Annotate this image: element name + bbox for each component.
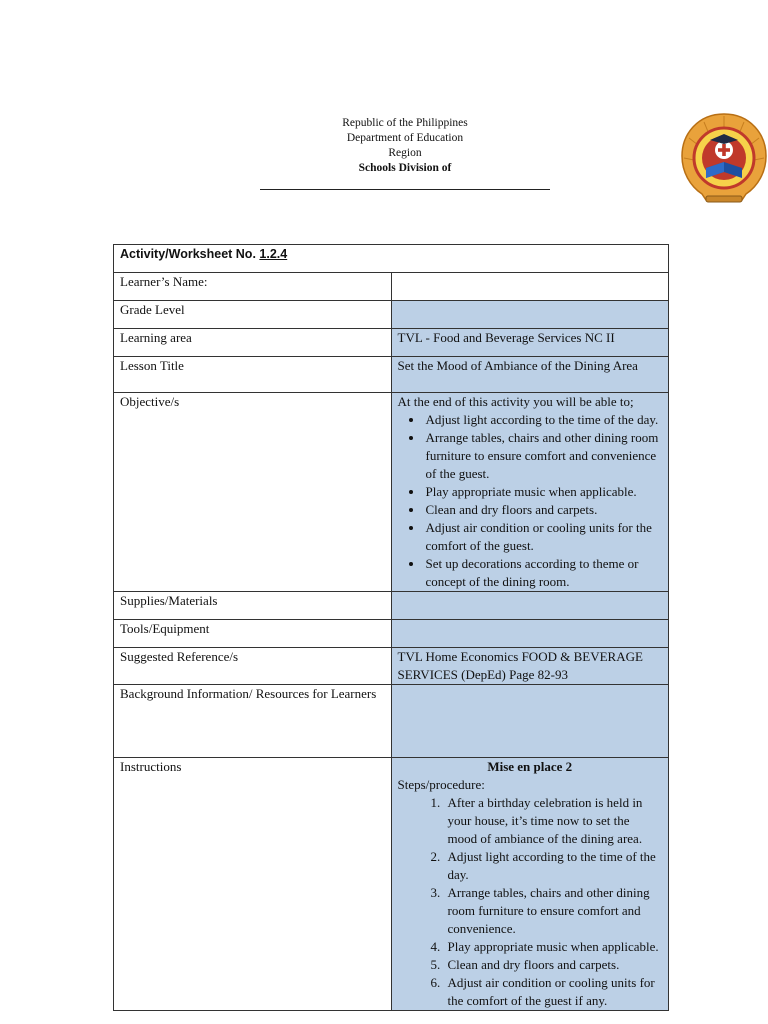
objectives-intro: At the end of this activity you will be able to;: [397, 394, 634, 409]
worksheet-title-prefix: Activity/Worksheet No.: [120, 247, 260, 261]
objective-item: • Play appropriate music when applicable.: [424, 483, 663, 501]
instructions-label: Instructions: [114, 758, 392, 1011]
row-learning-area: [114, 329, 669, 357]
header-underline: [260, 189, 550, 190]
header-region: Region: [388, 147, 422, 159]
header-country: Republic of the Philippines: [342, 117, 468, 129]
references-label: Suggested Reference/s: [114, 648, 392, 685]
references-value: TVL Home Economics FOOD & BEVERAGE SERVICES (DepEd) Page 82-93: [391, 648, 669, 685]
document-header: [260, 116, 550, 176]
worksheet-number: 1.2.4: [259, 247, 288, 261]
step-item: 2. Adjust light according to the time of the day.: [444, 848, 663, 884]
background-field[interactable]: [391, 685, 669, 758]
instructions-heading: Mise en place 2: [487, 759, 573, 774]
step-item: 1. After a birthday celebration is held in your house, it’s time now to set the mood of ambiance of the dining area.: [444, 794, 663, 848]
objectives-cell: [391, 393, 669, 592]
step-item: 6. Adjust air condition or cooling units for the comfort of the guest if any.: [444, 974, 663, 1010]
background-label: Background Information/ Resources for Learners: [114, 685, 392, 758]
row-background: [114, 685, 669, 758]
deped-seal-logo: [676, 110, 768, 208]
learner-name-field[interactable]: [391, 273, 669, 301]
tools-field[interactable]: [391, 620, 669, 648]
header-division: Schools Division of: [358, 162, 452, 174]
tools-label: Tools/Equipment: [114, 620, 392, 648]
row-instructions: [114, 758, 669, 1011]
lesson-title-label: Lesson Title: [114, 357, 392, 393]
row-references: [114, 648, 669, 685]
row-lesson-title: [114, 357, 669, 393]
objective-item: • Set up decorations according to theme or concept of the dining room.: [424, 555, 663, 591]
supplies-label: Supplies/Materials: [114, 592, 392, 620]
worksheet-table: [113, 244, 669, 1011]
row-grade-level: [114, 301, 669, 329]
steps-list: [398, 794, 663, 1010]
objectives-label: Objective/s: [114, 393, 392, 592]
instructions-subheading: Steps/procedure:: [397, 777, 485, 792]
lesson-title-value: Set the Mood of Ambiance of the Dining Area: [391, 357, 669, 393]
objective-item: • Adjust air condition or cooling units for the comfort of the guest.: [424, 519, 663, 555]
row-learner-name: [114, 273, 669, 301]
row-tools: [114, 620, 669, 648]
instructions-cell: [391, 758, 669, 1011]
worksheet-title: [114, 245, 669, 273]
learning-area-label: Learning area: [114, 329, 392, 357]
objective-item: • Clean and dry floors and carpets.: [424, 501, 663, 519]
step-item: 4. Play appropriate music when applicable.: [444, 938, 663, 956]
learner-name-label: Learner’s Name:: [114, 273, 392, 301]
row-supplies: [114, 592, 669, 620]
learning-area-value: TVL - Food and Beverage Services NC II: [391, 329, 669, 357]
supplies-field[interactable]: [391, 592, 669, 620]
row-objectives: [114, 393, 669, 592]
step-item: 5. Clean and dry floors and carpets.: [444, 956, 663, 974]
grade-level-label: Grade Level: [114, 301, 392, 329]
header-department: Department of Education: [346, 132, 464, 144]
grade-level-field[interactable]: [391, 301, 669, 329]
objectives-list: [398, 411, 663, 591]
step-item: 3. Arrange tables, chairs and other dining room furniture to ensure comfort and convenience.: [444, 884, 663, 938]
objective-item: • Arrange tables, chairs and other dining room furniture to ensure comfort and convenience of the guest.: [424, 429, 663, 483]
objective-item: • Adjust light according to the time of the day.: [424, 411, 663, 429]
